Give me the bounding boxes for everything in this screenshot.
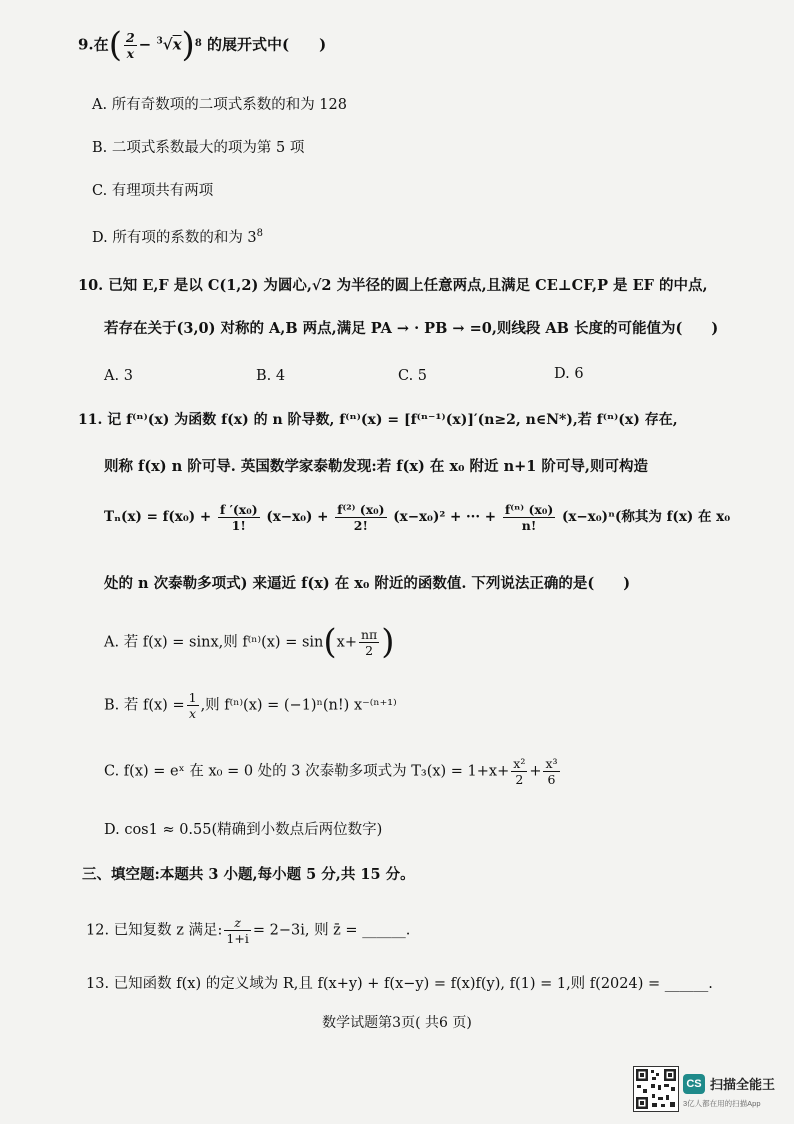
page-footer: 数学试题第3页( 共6 页) <box>322 1015 472 1031</box>
q9-fraction: $\frac{2}{x}$ <box>125 30 135 61</box>
q12: 12. 已知复数 z 满足: $\frac{z}{1+i}$ = 2−3i, 则 z̄ = ______. <box>86 915 411 946</box>
qr-code-icon <box>633 1066 679 1112</box>
q11-taylor-formula: Tₙ(x) = f(x₀) + $\frac{\text{f ′(x₀)}}{1!}$ (x−x₀) + $\frac{\text{f⁽²⁾ (x₀)}}{2!}$ (x−x₀)² + ··· + $\frac{\text{f⁽ⁿ⁾ (x₀)}}{n!}$ (x−x₀)ⁿ(称其为 f(x) 在 x₀ <box>104 502 731 533</box>
q10-option-a: A. 3 <box>104 368 133 384</box>
q11-line4: 处的 n 次泰勒多项式) 来逼近 f(x) 在 x₀ 附近的函数值. 下列说法正确的是( ) <box>104 575 631 592</box>
q10-option-d: D. 6 <box>554 366 584 382</box>
q13: 13. 已知函数 f(x) 的定义域为 R,且 f(x+y) + f(x−y) = f(x)f(y), f(1) = 1,则 f(2024) = ______. <box>86 976 713 992</box>
q11-line2: 则称 f(x) n 阶可导. 英国数学家泰勒发现:若 f(x) 在 x₀ 附近 n+1 阶可导,则可构造 <box>104 458 648 475</box>
q11-option-c: C. f(x) = eˣ 在 x₀ = 0 处的 3 次泰勒多项式为 T₃(x) = 1+x+ $\frac{\text{x²}}{2}$ + $\frac{\text{x³}}{6}$ <box>104 756 558 787</box>
q11-option-a: A. 若 f(x) = sinx,则 f⁽ⁿ⁾(x) = sin(x+ $\frac{n\pi}{2}$ ) <box>104 622 395 663</box>
q9-number: 9. <box>78 35 94 54</box>
section-3-heading: 三、填空题:本题共 3 小题,每小题 5 分,共 15 分。 <box>82 866 415 883</box>
q11-option-d: D. cos1 ≈ 0.55(精确到小数点后两位数字) <box>104 822 383 838</box>
scanner-app-name: 扫描全能王 <box>710 1077 776 1092</box>
q9-option-a: A. 所有奇数项的二项式系数的和为 128 <box>92 97 347 113</box>
q10-option-c: C. 5 <box>398 368 428 384</box>
q9-option-c: C. 有理项共有两项 <box>92 183 214 199</box>
q10-line2: 若存在关于(3,0) 对称的 A,B 两点,满足 PA → · PB → =0,则线段 AB 长度的可能值为( ) <box>104 320 719 337</box>
q9-option-b: B. 二项式系数最大的项为第 5 项 <box>92 140 305 156</box>
q9-option-d: D. 所有项的系数的和为 $3^8$ <box>92 228 264 246</box>
q11-line1: 11. 记 f⁽ⁿ⁾(x) 为函数 f(x) 的 n 阶导数, f⁽ⁿ⁾(x) = [f⁽ⁿ⁻¹⁾(x)]′(n≥2, n∈N*),若 f⁽ⁿ⁾(x) 存在, <box>78 412 678 428</box>
q11-option-b: B. 若 f(x) = $\frac{1}{x}$ ,则 f⁽ⁿ⁾(x) = (−1)ⁿ(n!) x⁻⁽ⁿ⁺¹⁾ <box>104 690 397 721</box>
q10-option-b: B. 4 <box>256 368 286 384</box>
scanner-tagline: 3亿人都在用的扫描App <box>683 1099 761 1108</box>
q9-stem: 9.在( $\frac{2}{x}$ − $^3$√x)$^8$ 的展开式中( ) <box>78 25 327 66</box>
camscanner-logo-icon: CS <box>683 1074 705 1094</box>
q10-line1: 10. 已知 E,F 是以 C(1,2) 为圆心,√2 为半径的圆上任意两点,且满足 CE⊥CF,P 是 EF 的中点, <box>78 277 708 294</box>
